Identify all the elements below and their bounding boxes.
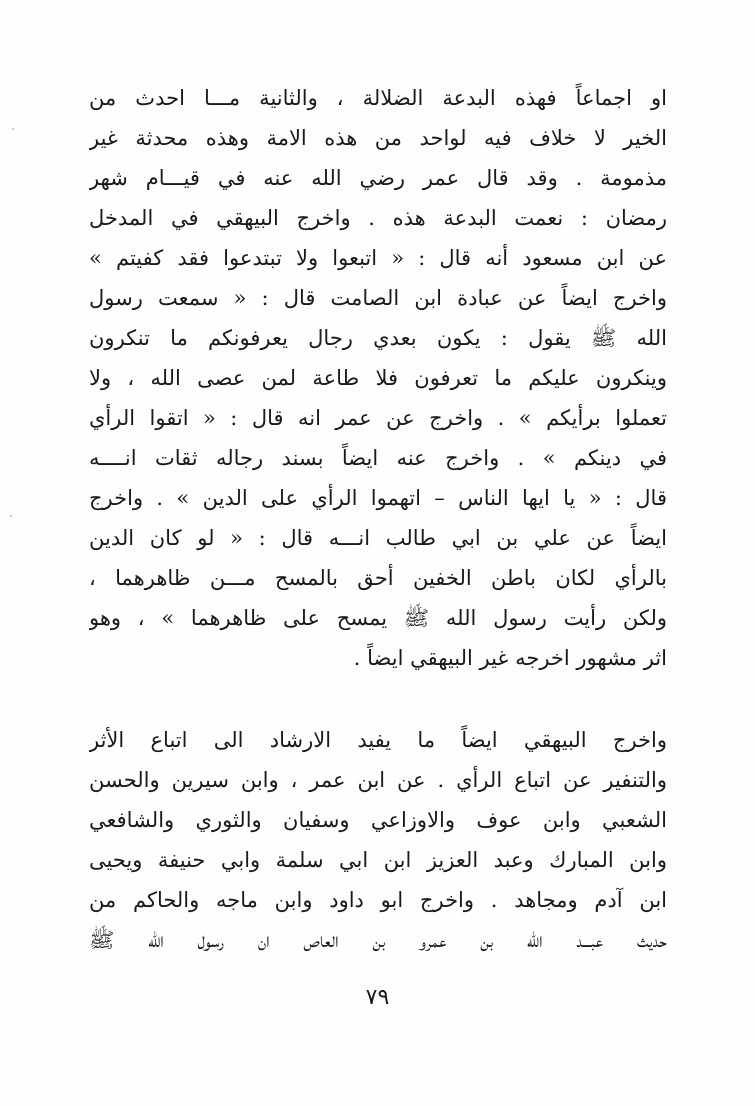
text-line: بالرأي لكان باطن الخفين أحق بالمسح مـــن ظاهرهما ،: [89, 566, 667, 590]
margin-speck: [12, 128, 14, 130]
text-line: مذمومة . وقد قال عمر رضي الله عنه في قيـــام شهر: [89, 166, 667, 190]
text-line: الخير لا خلاف فيه لواحد من هذه الامة وهذه محدثة غير: [89, 126, 667, 150]
text-line: تعملوا برأيكم » . واخرج عن عمر انه قال : « اتقوا الرأي: [89, 406, 667, 430]
text-line: وابن المبارك وعبد العزيز ابن ابي سلمة وابي حنيفة ويحيى: [89, 848, 667, 872]
page-number: ٧٩: [365, 985, 390, 1010]
text-line: ولكن رأيت رسول الله ﷺ يمسح على ظاهرهما » ، وهو: [89, 606, 667, 630]
text-line: في دينكم » . واخرج عنه ايضاً بسند رجاله ثقات انــــه: [89, 446, 667, 470]
text-line: اثر مشهور اخرجه غير البيهقي ايضاً .: [353, 646, 667, 670]
text-line: رمضان : نعمت البدعة هذه . واخرج البيهقي في المدخل: [89, 206, 667, 230]
text-line: والتنفير عن اتباع الرأي . عن ابن عمر ، وابن سيرين والحسن: [89, 768, 667, 792]
text-line: واخرج ايضاً عن عبادة ابن الصامت قال : « سمعت رسول: [89, 286, 667, 310]
text-line: قال : « يا ايها الناس – اتهموا الرأي على الدين » . واخرج: [89, 486, 667, 510]
text-line: وينكرون عليكم ما تعرفون فلا طاعة لمن عصى الله ، ولا: [89, 366, 667, 390]
text-line: او اجماعاً فهذه البدعة الضلالة ، والثانية مـــا احدث من: [89, 86, 667, 110]
text-line: واخرج البيهقي ايضاً ما يفيد الارشاد الى اتباع الأثر: [89, 728, 667, 752]
paragraph-1: [89, 78, 667, 678]
margin-speck: [10, 515, 12, 517]
text-line: حديث عبـــد الله بن عمرو بن العاص ان رسول الله ﷺ: [89, 928, 667, 952]
text-line: ابن آدم ومجاهد . واخرج ابو داود وابن ماجه والحاكم من: [89, 888, 667, 912]
text-line: الله ﷺ يقول : يكون بعدي رجال يعرفونكم ما تنكرون: [89, 326, 667, 350]
paragraph-2: [89, 720, 667, 960]
text-line: عن ابن مسعود أنه قال : « اتبعوا ولا تبتدعوا فقد كفيتم »: [89, 246, 667, 270]
text-line: الشعبي وابن عوف والاوزاعي وسفيان والثوري والشافعي: [89, 808, 667, 832]
text-line: ايضاً عن علي بن ابي طالب انـــه قال : « لو كان الدين: [89, 526, 667, 550]
